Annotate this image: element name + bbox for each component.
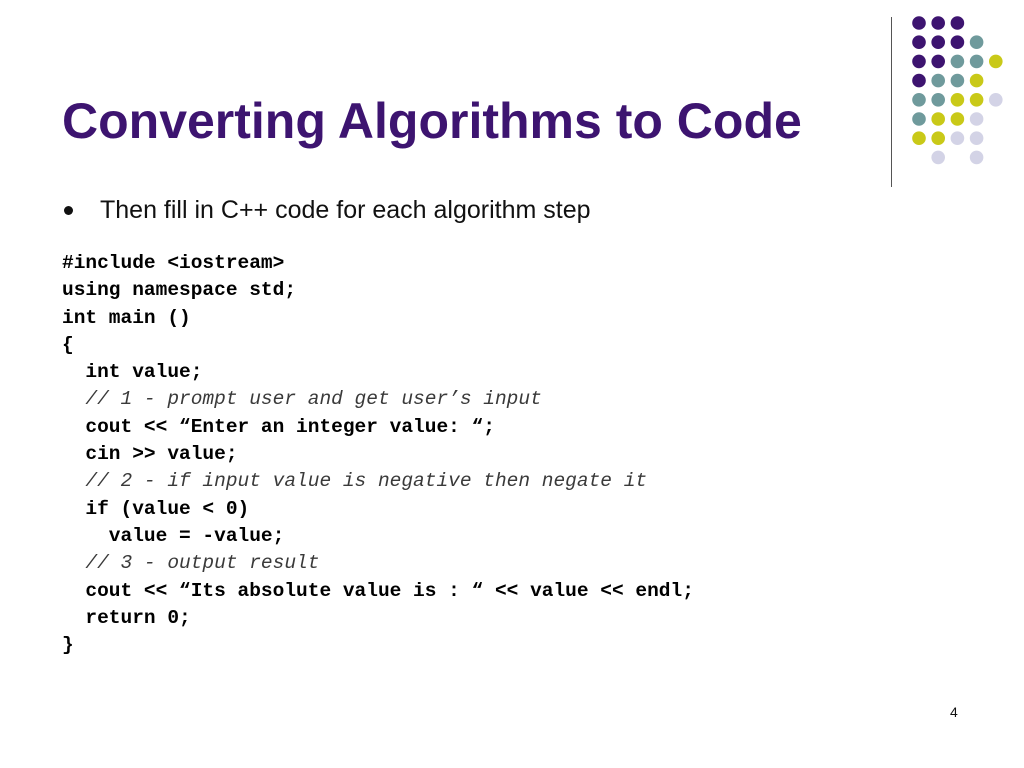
decorative-dot xyxy=(970,35,984,49)
code-line: } xyxy=(62,634,74,657)
decorative-dot xyxy=(970,93,984,107)
decorative-dot xyxy=(931,16,945,30)
decorative-dot xyxy=(931,131,945,145)
bullet-item xyxy=(62,194,591,226)
code-line: return 0; xyxy=(62,606,191,629)
code-line: cout << “Its absolute value is : “ << value << endl; xyxy=(62,579,694,602)
code-line: value = -value; xyxy=(62,524,285,547)
decorative-dot xyxy=(951,55,965,69)
decorative-dot xyxy=(951,74,965,88)
decorative-dot xyxy=(951,112,965,126)
code-line: cin >> value; xyxy=(62,443,238,466)
code-comment-line: // 1 - prompt user and get user’s input xyxy=(62,388,542,411)
decorative-dot xyxy=(970,112,984,126)
code-comment-line: // 2 - if input value is negative then negate it xyxy=(62,470,648,493)
decorative-dot xyxy=(931,35,945,49)
code-line: using namespace std; xyxy=(62,279,297,302)
code-line: cout << “Enter an integer value: “; xyxy=(62,415,495,438)
decorative-dot xyxy=(912,112,926,126)
decorative-dot xyxy=(951,131,965,145)
code-line: if (value < 0) xyxy=(62,497,250,520)
code-block xyxy=(62,250,694,659)
decorative-dot xyxy=(951,16,965,30)
decorative-dot xyxy=(970,74,984,88)
decorative-dot xyxy=(912,74,926,88)
code-line: int value; xyxy=(62,361,203,384)
page-number: 4 xyxy=(950,704,958,720)
decorative-dot xyxy=(989,55,1003,69)
bullet-icon xyxy=(64,206,73,215)
decorative-dot xyxy=(912,93,926,107)
slide-title: Converting Algorithms to Code xyxy=(62,93,802,149)
decorative-dot xyxy=(912,16,926,30)
decorative-dot xyxy=(989,93,1003,107)
decorative-dot xyxy=(970,131,984,145)
decorative-dot xyxy=(951,35,965,49)
decorative-dot xyxy=(912,131,926,145)
decorative-dot xyxy=(931,112,945,126)
bullet-text: Then fill in C++ code for each algorithm step xyxy=(100,196,591,224)
code-comment-line: // 3 - output result xyxy=(62,552,320,575)
title-divider-line xyxy=(891,17,892,187)
decorative-dot xyxy=(912,55,926,69)
code-line: int main () xyxy=(62,306,191,329)
decorative-dot xyxy=(931,74,945,88)
decorative-dot xyxy=(912,35,926,49)
decorative-dot xyxy=(931,93,945,107)
decorative-dot xyxy=(931,151,945,165)
decorative-dot xyxy=(970,151,984,165)
decorative-dot xyxy=(970,55,984,69)
decorative-dot xyxy=(931,55,945,69)
decorative-dot xyxy=(951,93,965,107)
code-line: { xyxy=(62,333,74,356)
code-line: #include <iostream> xyxy=(62,252,285,274)
